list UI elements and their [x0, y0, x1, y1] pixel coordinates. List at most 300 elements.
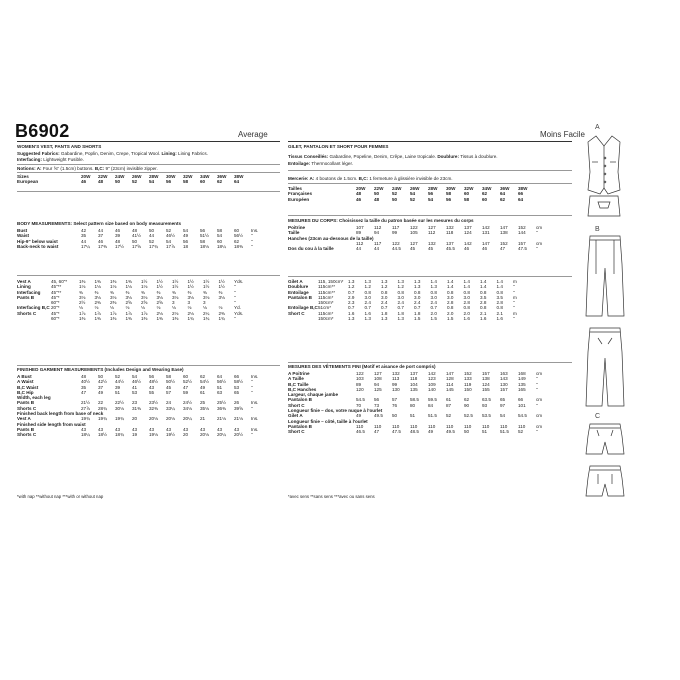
value-cell: 110	[518, 423, 526, 429]
size-cell: 20W	[81, 174, 91, 179]
value-cell: 20¼	[217, 432, 226, 438]
value-cell: 1⅞	[94, 310, 101, 316]
value-cell: 3	[203, 300, 206, 306]
row-label: Largeur, chaque jambe	[288, 392, 339, 398]
value-cell: 47	[500, 246, 506, 252]
euro-size-cell: 52	[410, 196, 416, 202]
value-cell: 2.1	[480, 310, 487, 316]
size-cell: 32W	[464, 186, 474, 191]
value-cell: 155	[482, 386, 490, 392]
unit-cell: "	[234, 300, 236, 306]
value-cell: 39⅝	[234, 405, 243, 411]
value-cell: 2.4	[364, 300, 371, 306]
size-cell: 20W	[356, 186, 366, 191]
size-cell: 22W	[374, 186, 384, 191]
value-cell: 1.3	[364, 316, 371, 322]
size-cell: 26W	[132, 174, 142, 179]
value-cell: 119	[464, 381, 472, 387]
unit-cell: m	[513, 310, 517, 316]
value-cell: 0.8	[364, 289, 371, 295]
value-cell: 58	[217, 228, 223, 233]
value-cell: 2.4	[397, 300, 404, 306]
value-cell: 44	[149, 233, 155, 239]
value-cell: 3⅛	[218, 294, 225, 300]
value-cell: 20⅛	[149, 416, 158, 422]
row-label	[288, 316, 318, 321]
value-cell: 93	[482, 402, 488, 408]
euro-size-cell: 50	[392, 196, 398, 202]
value-cell: 20⅛	[166, 416, 175, 422]
value-cell: 152	[500, 240, 508, 246]
value-cell: 0.7	[381, 305, 388, 311]
euro-size-cell: 46	[81, 179, 87, 185]
value-cell: 1.6	[364, 310, 371, 316]
euro-size-cell: 48	[374, 196, 380, 202]
row-label: Shorts C	[17, 432, 37, 438]
value-cell: 17½	[115, 243, 124, 249]
value-cell: 56½	[217, 379, 226, 385]
value-cell: 2.0	[430, 310, 437, 316]
value-cell: 3	[172, 300, 175, 306]
value-cell: 63	[217, 389, 223, 395]
euro-size-cell: 64	[518, 196, 524, 202]
value-cell: 140	[428, 386, 436, 392]
value-cell: 163	[500, 371, 508, 376]
value-cell: 114	[446, 381, 454, 387]
value-cell: 1⅜	[110, 316, 117, 322]
value-cell: 108	[374, 376, 382, 382]
value-cell: 30⅛	[115, 405, 124, 411]
value-cell: 57	[166, 389, 172, 395]
value-cell: 33¼	[166, 405, 175, 411]
value-cell: 1¾	[218, 316, 225, 322]
value-cell: 131	[482, 230, 490, 236]
value-cell: 2.8	[480, 300, 487, 306]
size-cell: 34W	[200, 174, 210, 179]
euro-size-cell: 64	[234, 179, 240, 185]
value-cell: 43	[234, 426, 240, 432]
yardage-en	[17, 279, 246, 321]
value-cell: 3⅛	[187, 294, 194, 300]
value-cell: 26	[234, 400, 240, 406]
value-cell: 94	[374, 381, 380, 387]
value-cell: 135	[410, 386, 418, 392]
value-cell: 2.4	[414, 300, 421, 306]
value-cell: 48½	[149, 379, 158, 385]
value-cell: 22	[98, 400, 104, 406]
euro-size-cell: 48	[98, 179, 104, 185]
measurement-row	[288, 246, 548, 251]
value-cell: 2.8	[496, 300, 503, 306]
value-cell: 1¾	[187, 316, 194, 322]
value-cell: 2¼	[203, 310, 210, 316]
value-cell: 44	[81, 238, 87, 244]
value-cell: 0.8	[430, 289, 437, 295]
value-cell: 1⅜	[125, 316, 132, 322]
value-cell: 1.4	[463, 279, 470, 284]
value-cell: 3⅛	[110, 294, 117, 300]
size-cell: 30W	[166, 174, 176, 179]
value-cell: ⅜	[218, 289, 223, 295]
value-cell: 44	[374, 246, 380, 252]
fabric-width: 20"*	[51, 305, 60, 311]
value-cell: ⅜	[125, 289, 130, 295]
value-cell: 19¾	[115, 416, 124, 422]
value-cell: 52	[115, 374, 121, 379]
finished-title-fr: MESURES DES VÊTEMENTS FINI (Motif et aisance de port compris)	[288, 364, 436, 369]
value-cell: 56	[149, 374, 155, 379]
value-cell: 44	[98, 228, 104, 233]
value-cell: 3	[187, 300, 191, 306]
value-cell: ⅜	[94, 289, 99, 295]
value-cell: 142	[428, 371, 436, 376]
header-rule-en	[17, 141, 280, 142]
value-cell: 99	[392, 381, 398, 387]
value-cell: 157	[518, 240, 526, 246]
value-cell: 70	[356, 402, 362, 408]
value-cell: 60	[183, 374, 189, 379]
value-cell: 0.8	[496, 305, 503, 311]
value-cell: 1⅛	[141, 284, 148, 290]
value-cell: 46.5	[356, 429, 365, 435]
value-cell: 124	[464, 230, 472, 236]
row-label: A Waist	[17, 379, 34, 385]
fabric-width: 45"*	[51, 310, 60, 316]
value-cell: 3.0	[463, 294, 470, 300]
value-cell: 1.2	[364, 284, 371, 290]
row-label: Pants B	[17, 426, 35, 432]
value-cell: 1¾	[203, 316, 210, 322]
value-cell: 21⅛	[234, 416, 243, 422]
value-cell: 1½	[187, 284, 194, 290]
value-cell: 51	[217, 384, 223, 390]
shorts-c-sketch	[580, 422, 630, 502]
value-cell: 51	[482, 429, 488, 435]
value-cell: 53	[132, 389, 138, 395]
value-cell: 165	[518, 386, 526, 392]
value-cell: 41½	[132, 233, 141, 239]
measurement-row	[288, 429, 548, 434]
row-label: Dos du cou à la taille	[288, 246, 334, 252]
finished-title-en: FINISHED GARMENT MEASUREMENTS (Includes Design and Wearing Ease)	[17, 367, 184, 372]
value-cell: 1.3	[414, 279, 421, 284]
value-cell: 1⅞	[125, 310, 132, 316]
value-cell: 1.8	[414, 310, 421, 316]
value-cell: 110	[374, 423, 382, 429]
value-cell: 113	[392, 376, 400, 382]
value-cell: 1½	[203, 279, 210, 284]
value-cell: 110	[428, 423, 436, 429]
value-cell: 62	[464, 397, 470, 403]
value-cell: ⅛	[218, 305, 223, 311]
measurement-row	[288, 316, 523, 321]
value-cell: 53	[234, 384, 240, 390]
value-cell: 1.2	[397, 284, 404, 290]
value-cell: ⅛	[141, 305, 145, 311]
row-label: Short C	[288, 310, 305, 316]
value-cell: 49	[183, 233, 189, 239]
value-cell: 51	[115, 389, 121, 395]
value-cell: 24	[166, 400, 172, 406]
value-cell: 1⅜	[79, 279, 86, 284]
value-cell: 1.6	[480, 316, 487, 322]
fabric-width: 150cm*	[318, 300, 334, 306]
value-cell: 120	[356, 386, 364, 392]
value-cell: 1.6	[348, 310, 355, 316]
value-cell: 109	[428, 381, 436, 387]
value-cell: 39	[115, 384, 121, 390]
value-cell: 0.8	[447, 305, 454, 311]
euro-size-cell: 54	[428, 196, 434, 202]
value-cell: 51.5	[428, 413, 437, 419]
value-cell: 1.3	[430, 284, 437, 290]
value-cell: 147	[500, 225, 508, 230]
value-cell: 94	[374, 230, 380, 236]
value-cell: 1½	[156, 279, 163, 284]
footnote-en: *with nap **without nap ***with or without nap	[17, 494, 104, 499]
value-cell: 35	[81, 233, 87, 239]
fabric-width: 150cm*	[318, 316, 334, 322]
value-cell: 138	[500, 230, 508, 236]
row-label: Short C	[288, 429, 305, 435]
value-cell: 3.0	[447, 294, 454, 300]
value-cell: 110	[410, 423, 418, 429]
row-label: A Bust	[17, 374, 32, 379]
value-cell: 1.5	[447, 316, 454, 322]
value-cell: 1½	[187, 279, 194, 284]
row-label: Entoilage	[288, 289, 309, 295]
row-label: B,C Waist	[17, 384, 39, 390]
value-cell: 1½	[156, 284, 163, 290]
value-cell: 1⅛	[110, 284, 117, 290]
value-cell: 0.7	[348, 289, 355, 295]
value-cell: 1⅞	[79, 310, 86, 316]
unit-cell: Ins.	[251, 374, 259, 379]
value-cell: 130	[392, 386, 400, 392]
value-cell: 2⅛	[172, 310, 179, 316]
value-cell: ⅜	[203, 289, 207, 295]
value-cell: 51½	[200, 233, 209, 239]
value-cell: 18½	[98, 432, 107, 438]
row-label: Vest A	[17, 279, 31, 284]
value-cell: 45	[410, 246, 416, 252]
value-cell: 110	[464, 423, 472, 429]
row-label: Pantalon B	[288, 294, 312, 300]
value-cell: 112	[428, 230, 436, 236]
value-cell: ⅜	[141, 289, 145, 295]
unit-cell: "	[251, 238, 253, 244]
value-cell: 62	[234, 238, 240, 244]
value-cell: 62	[200, 374, 206, 379]
unit-cell: "	[536, 230, 538, 236]
unit-cell: Ins.	[251, 416, 259, 422]
size-cell: 32W	[183, 174, 193, 179]
value-cell: 1½	[218, 279, 225, 284]
value-cell: 36⅜	[217, 405, 226, 411]
yardage-fr	[288, 279, 523, 321]
value-cell: 1.3	[414, 284, 421, 290]
value-cell: 3⅛	[141, 294, 148, 300]
value-cell: 51.5	[500, 429, 509, 435]
value-cell: 118	[410, 376, 418, 382]
notions-fr: Mercerie: A: 4 boutons de 1.5cm. B,C: 1 fermeture à glissière invisible de 23cm.	[288, 176, 453, 181]
value-cell: 1.3	[381, 279, 388, 284]
value-cell: 56	[374, 397, 380, 403]
value-cell: 80	[410, 402, 416, 408]
value-cell: 147	[446, 371, 454, 376]
unit-cell: "	[251, 432, 253, 438]
value-cell: 21	[200, 416, 206, 422]
value-cell: 76	[392, 402, 398, 408]
value-cell: 87	[446, 402, 452, 408]
size-table-fr	[288, 186, 536, 202]
size-cell: 24W	[392, 186, 402, 191]
unit-cell: "	[536, 402, 538, 408]
value-cell: 99	[392, 230, 398, 236]
value-cell: 1.4	[463, 284, 470, 290]
value-cell: 19	[132, 432, 138, 438]
value-cell: 25½	[217, 400, 226, 406]
row-label: A Poitrine	[288, 371, 310, 376]
value-cell: 127	[410, 240, 418, 246]
value-cell: 157	[500, 386, 508, 392]
value-cell: ⅛	[79, 305, 83, 311]
value-cell: 50	[149, 228, 155, 233]
value-cell: 50	[98, 374, 104, 379]
fr-size-cell: 48	[356, 191, 362, 197]
value-cell: 19¾	[98, 416, 107, 422]
body-measurements-en	[17, 228, 263, 249]
value-cell: 2.8	[463, 300, 470, 306]
value-cell: 53.5	[482, 413, 491, 419]
pattern-code: B6902	[15, 121, 70, 141]
unit-cell: "	[513, 316, 515, 322]
value-cell: 1⅜	[94, 279, 101, 284]
unit-cell: Yds.	[234, 310, 244, 316]
value-cell: 52	[518, 429, 524, 435]
unit-cell: cm	[536, 225, 543, 230]
unit-cell: "	[536, 429, 538, 435]
value-cell: 46½	[132, 379, 141, 385]
row-label: Gilet A	[288, 413, 303, 419]
value-cell: 49	[428, 429, 434, 435]
size-cell: 30W	[446, 186, 456, 191]
row-label: Back-neck to waist	[17, 243, 59, 249]
row-label: Waist	[17, 233, 30, 239]
value-cell: 23	[132, 400, 138, 406]
value-cell: 1⅛	[79, 284, 86, 290]
value-cell: 18¾	[115, 432, 124, 438]
value-cell: 118	[446, 230, 454, 236]
value-cell: 35⅛	[200, 405, 209, 411]
value-cell: 20	[132, 416, 138, 422]
value-cell: 35	[81, 384, 87, 390]
value-cell: 142	[482, 225, 490, 230]
value-cell: 3⅛	[79, 294, 86, 300]
value-cell: 56½	[234, 233, 243, 239]
row-label: Pants B	[17, 294, 35, 300]
fr-size-cell: 52	[392, 191, 398, 197]
value-cell: 1.4	[430, 279, 437, 284]
value-cell: 0.8	[447, 289, 454, 295]
size-table-en	[17, 174, 251, 185]
row-label: Bust	[17, 228, 28, 233]
value-cell: 55	[149, 389, 155, 395]
value-cell: 2⅝	[141, 300, 148, 306]
unit-cell: cm	[536, 371, 543, 376]
size-cell: 28W	[428, 186, 438, 191]
unit-cell: "	[251, 243, 253, 249]
value-cell: ⅛	[125, 305, 130, 311]
value-cell: 145	[446, 386, 454, 392]
value-cell: 132	[446, 225, 454, 230]
unit-cell: "	[536, 376, 538, 382]
value-cell: 2.8	[447, 300, 454, 306]
value-cell: 1⅜	[94, 316, 101, 322]
value-cell: 61	[446, 397, 452, 403]
value-cell: 128	[446, 376, 454, 382]
row-label: Longueur finie – dos, votre nuque à l'ourlet	[288, 408, 383, 414]
value-cell: 41	[132, 384, 138, 390]
value-cell: 3.0	[397, 294, 404, 300]
value-cell: 3⅛	[125, 294, 132, 300]
value-cell: ⅛	[187, 305, 192, 311]
fabrics-fr: Tissus Conseillés: Gabardine, Popeline, Denim, Crêpe, Laine tropicale. Doublure: Tissus à doublure.	[288, 154, 498, 159]
value-cell: 43	[81, 426, 87, 432]
value-cell: 137	[410, 371, 418, 376]
value-cell: 1½	[172, 279, 179, 284]
value-cell: 20	[183, 432, 189, 438]
unit-cell: cm	[536, 423, 543, 429]
value-cell: ⅜	[110, 289, 114, 295]
value-cell: 89	[356, 230, 362, 236]
value-cell: 54	[500, 413, 506, 419]
fr-size-cell: 58	[446, 191, 452, 197]
value-cell: 168	[518, 371, 526, 376]
value-cell: 1.4	[447, 279, 454, 284]
footnote-fr: *avec sens **sans sens ***avec ou sans sens	[288, 494, 375, 499]
unit-cell: m	[513, 279, 517, 284]
value-cell: ⅛	[203, 305, 207, 311]
value-cell: 1⅜	[156, 316, 163, 322]
value-cell: 1.5	[414, 316, 421, 322]
value-cell: 0.7	[414, 305, 421, 311]
value-cell: 1⅜	[125, 279, 132, 284]
value-cell: 48	[115, 238, 121, 244]
value-cell: 18⅛	[200, 243, 209, 249]
value-cell: 42	[81, 228, 87, 233]
fabric-width: 60"*	[51, 316, 60, 322]
size-cell: 38W	[518, 186, 528, 191]
row-label: Vest A	[17, 416, 31, 422]
fabric-width: 45, 60"*	[51, 279, 68, 284]
value-cell: ⅛	[172, 305, 176, 311]
body-measurements-fr	[288, 225, 548, 251]
value-cell: 45.5	[446, 246, 455, 252]
euro-size-cell: 46	[356, 196, 362, 202]
value-cell: 49	[356, 413, 362, 419]
value-cell: 56	[200, 228, 206, 233]
value-cell: 122	[410, 225, 418, 230]
value-cell: 65	[500, 397, 506, 403]
value-cell: 1.6	[463, 316, 470, 322]
view-letter-b: B	[595, 226, 600, 233]
value-cell: 45	[166, 384, 172, 390]
row-label: Gilet A	[288, 279, 303, 284]
value-cell: 27⅞	[81, 405, 90, 411]
fr-size-cell: 50	[374, 191, 380, 197]
euro-size-cell: 60	[482, 196, 488, 202]
